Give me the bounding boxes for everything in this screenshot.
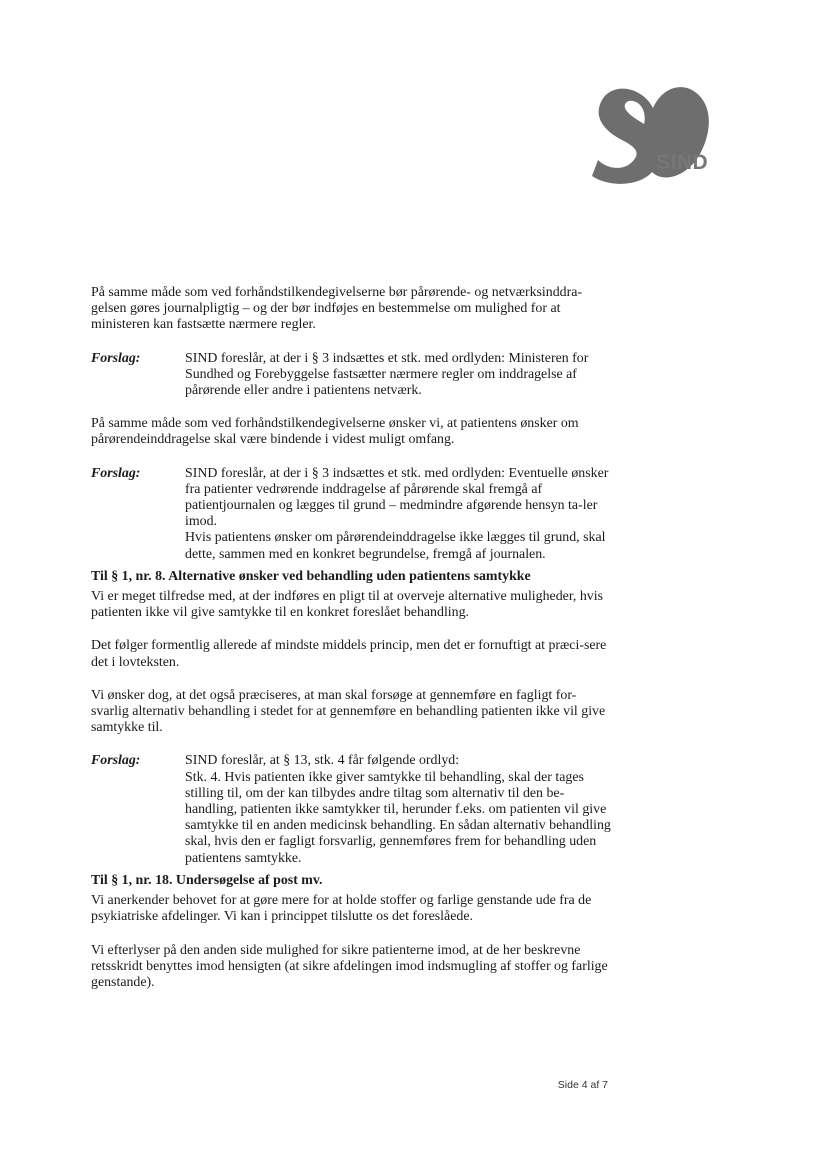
paragraph: Vi efterlyser på den anden side mulighed for sikre patienterne imod, at de her beskrevne retsskridt benyttes imod hensigten (at sikre afdelingen imod indsmugling af stoffer og farlige genstande). — [91, 942, 608, 990]
proposal-line: SIND foreslår, at § 13, stk. 4 får følgende ordlyd: — [185, 753, 460, 769]
proposal-block — [91, 466, 611, 563]
logo-text: SIND — [656, 151, 709, 174]
paragraph: Vi er meget tilfredse med, at der indføres en pligt til at overveje alternative muligheder, hvis patienten ikke vil give samtykke til en konkret foreslået behandling. — [91, 589, 603, 621]
section-heading: Til § 1, nr. 8. Alternative ønsker ved behandling uden patientens samtykke — [91, 568, 531, 584]
paragraph: På samme måde som ved forhåndstilkendegivelserne bør pårørende- og netværksinddra-gelsen gøres journalpligtig – og der bør indføjes en bestemmelse om mulighed for at ministeren kan fastsætte nærmere regler. — [91, 285, 583, 333]
proposal-line: SIND foreslår, at der i § 3 indsættes et stk. med ordlyden: Eventuelle ønsker fra patienter vedrørende inddragelse af pårørende skal fremgå af patientjournalen og lægges til grund – medmindre afgørende hensyn ta-ler imod. — [185, 465, 609, 530]
proposal-block — [91, 351, 611, 400]
proposal-line: SIND foreslår, at der i § 3 indsættes et stk. med ordlyden: Ministeren for Sundhed og Forebyggelse fastsætter nærmere regler om inddragelse af pårørende eller andre i patientens netværk. — [185, 350, 589, 399]
section-heading: Til § 1, nr. 18. Undersøgelse af post mv. — [91, 872, 323, 888]
paragraph: Det følger formentlig allerede af mindste middels princip, men det er fornuftigt at præci-sere det i lovteksten. — [91, 638, 607, 670]
proposal-line: Hvis patientens ønsker om pårørendeinddragelse ikke lægges til grund, skal dette, sammen med en konkret begrundelse, fremgå af journalen. — [185, 530, 606, 562]
proposal-label: Forslag: — [91, 753, 141, 769]
proposal-text — [185, 466, 611, 563]
page-number: Side 4 af 7 — [557, 1079, 608, 1091]
proposal-label: Forslag: — [91, 465, 141, 481]
proposal-block — [91, 753, 611, 866]
paragraph: På samme måde som ved forhåndstilkendegivelserne ønsker vi, at patientens ønsker om pårørendeinddragelse skal være bindende i videst muligt omfang. — [91, 416, 579, 448]
proposal-line: Stk. 4. Hvis patienten ikke giver samtykke til behandling, skal der tages stilling til, om der kan tilbydes andre tiltag som alternativ til den be-handling, patienten ikke samtykker til, herunder f.eks. om patienten vil give samtykke til en anden medicinsk behandling. En sådan alternativ behandling skal, hvis den er fagligt forsvarlig, gennemføres frem for behandling uden patientens samtykke. — [185, 769, 611, 866]
proposal-text — [185, 753, 611, 866]
document-body — [91, 285, 611, 1008]
proposal-text — [185, 351, 611, 400]
paragraph: Vi anerkender behovet for at gøre mere for at holde stoffer og farlige genstande ude fra de psykiatriske afdelinger. Vi kan i princippet tilslutte os det foreslåede. — [91, 893, 592, 925]
proposal-label: Forslag: — [91, 350, 141, 366]
paragraph: Vi ønsker dog, at det også præciseres, at man skal forsøge at gennemføre en fagligt for-svarlig alternativ behandling i stedet for at gennemføre en behandling patienten ikke vil give samtykke til. — [91, 687, 606, 736]
